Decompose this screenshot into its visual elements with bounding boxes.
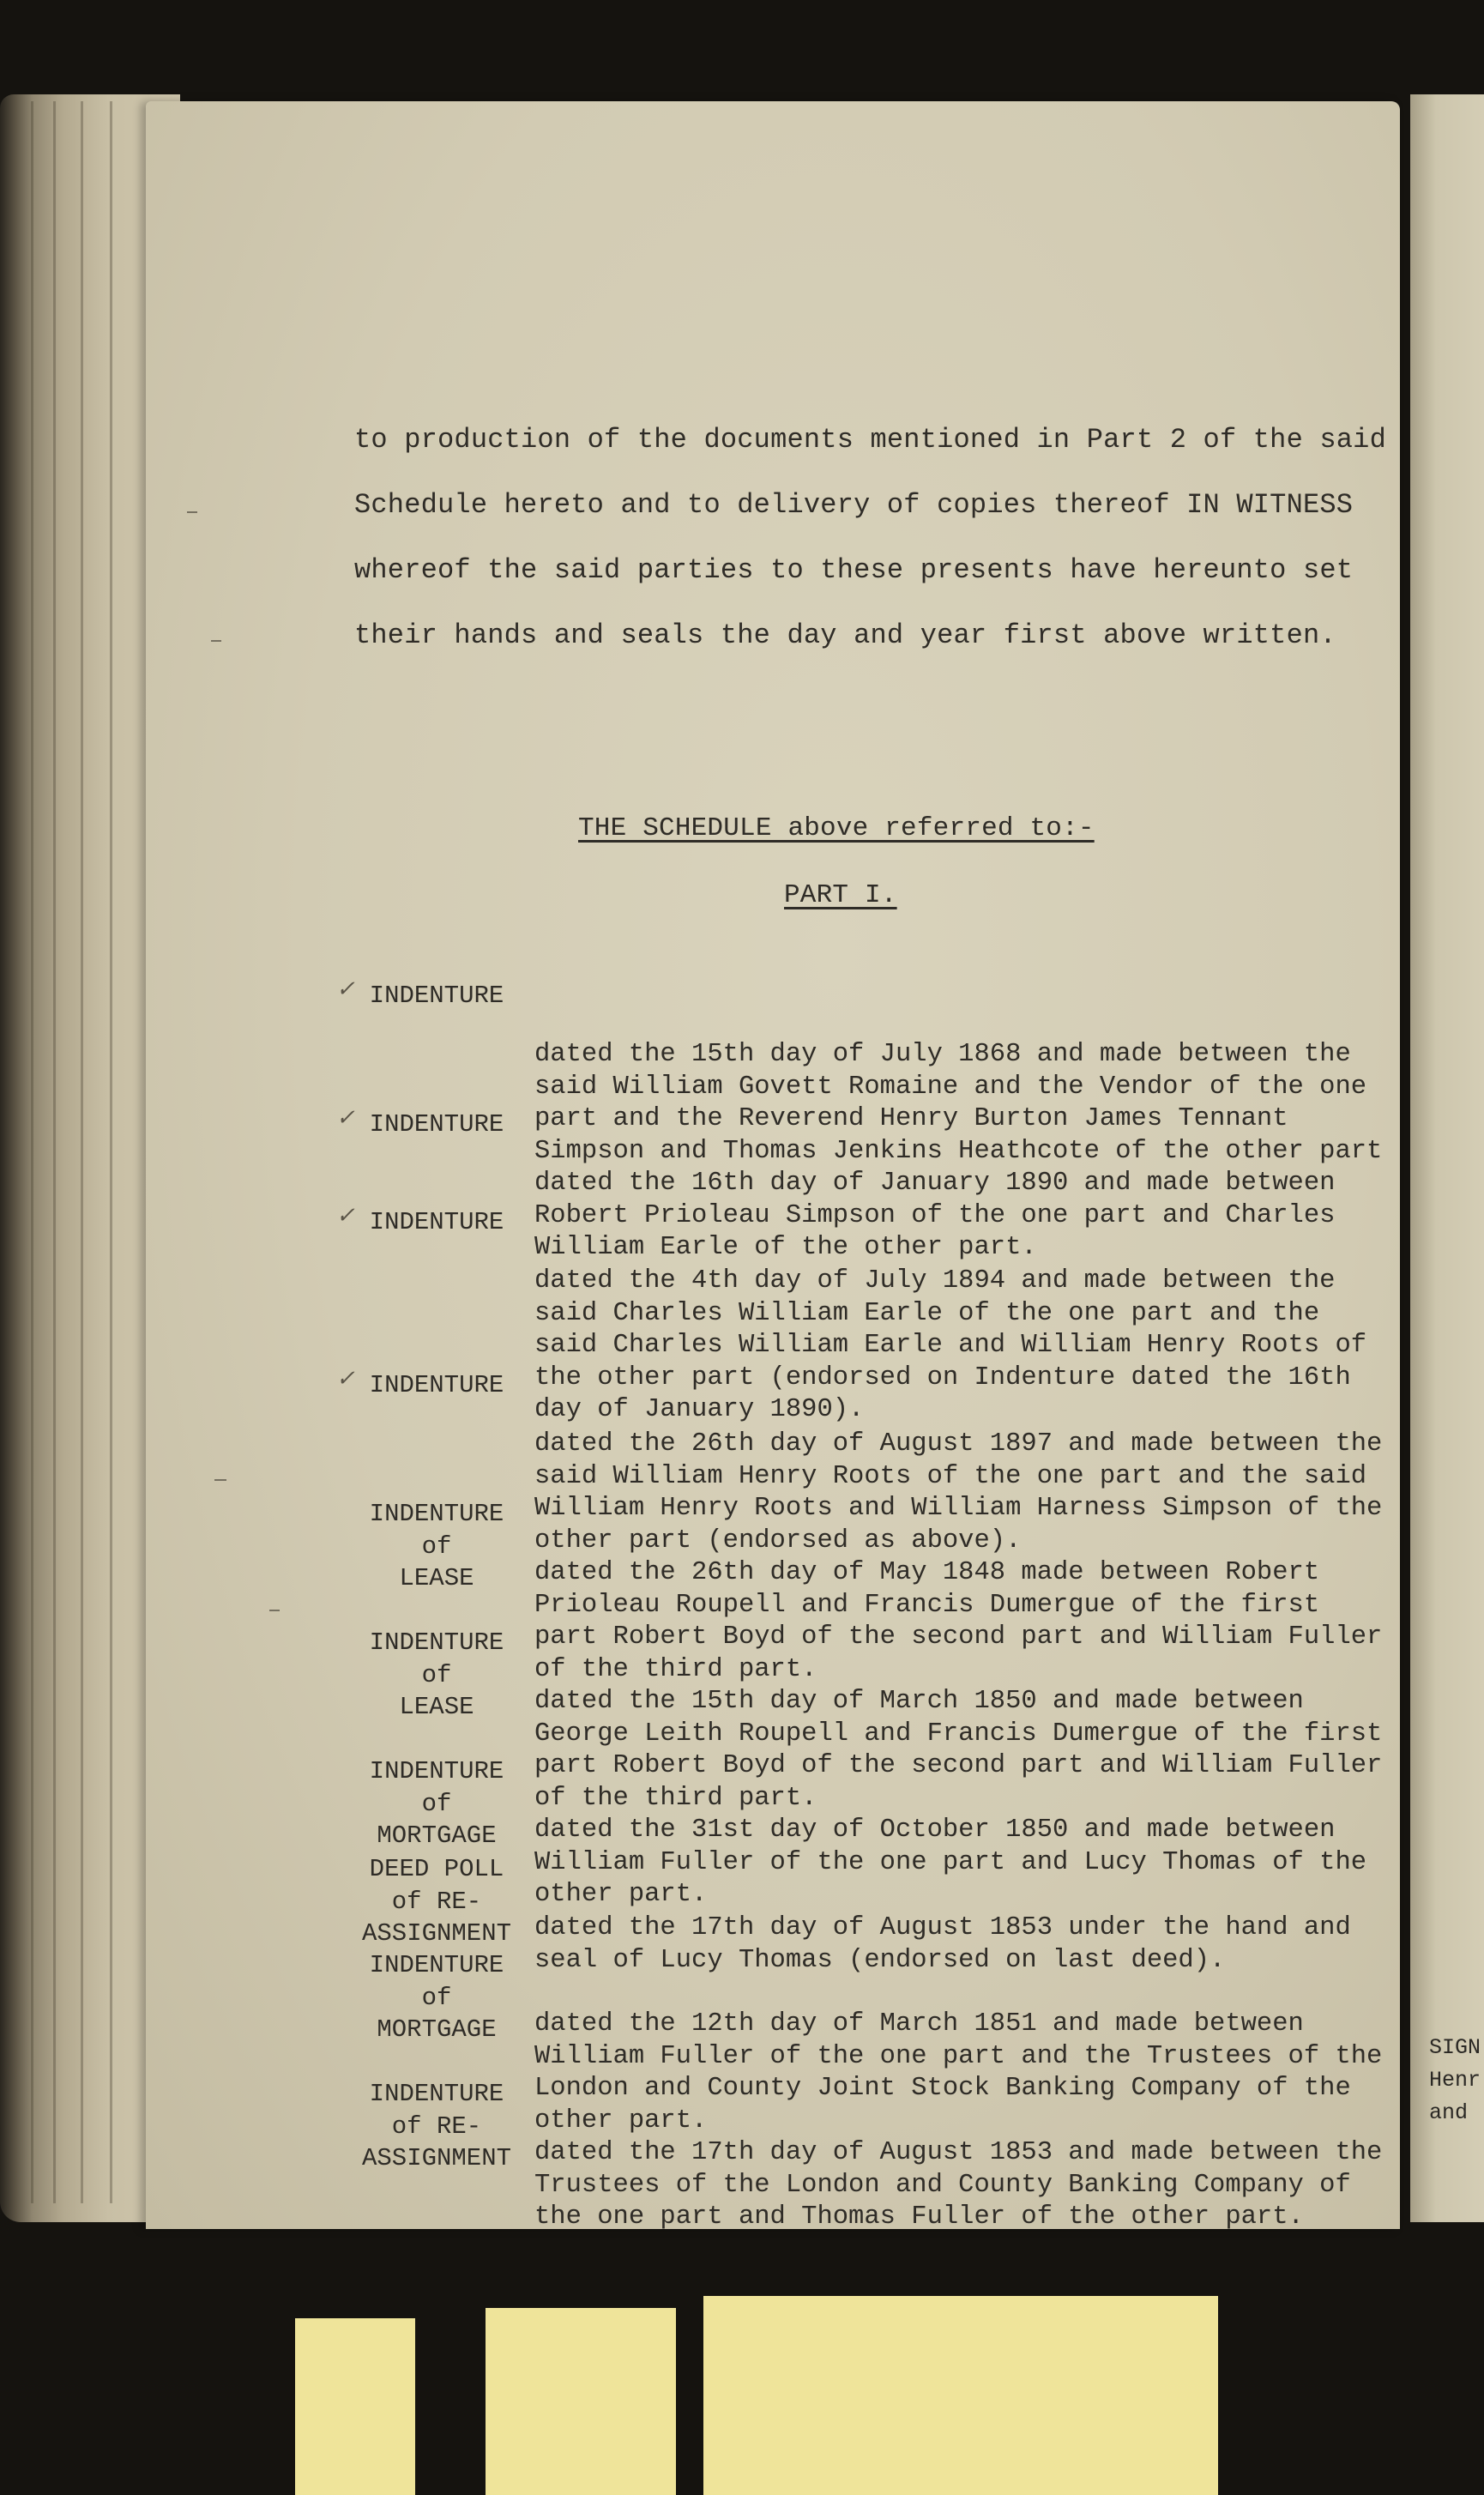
paragraph-line: their hands and seals the day and year first above written. bbox=[354, 619, 1336, 651]
sticky-note-tab bbox=[703, 2296, 1218, 2495]
facing-page-line: and bbox=[1429, 2100, 1469, 2125]
entry-label: INDENTURE of RE- ASSIGNMENT bbox=[361, 2080, 512, 2172]
entry-label: INDENTURE bbox=[369, 1371, 504, 1399]
page-edge-line bbox=[110, 101, 112, 2203]
entry-label: DEED POLL of RE- ASSIGNMENT bbox=[361, 1855, 512, 1948]
facing-page-line: Henr bbox=[1429, 2068, 1481, 2093]
entry-text: dated the 16th day of January 1890 and made between Robert Prioleau Simpson of the one part and Charles William Earle of the other part. bbox=[534, 1169, 1336, 1262]
entry-label: INDENTURE of LEASE bbox=[369, 1500, 504, 1592]
entry-text: dated the 17th day of August 1853 under the hand and seal of Lucy Thomas (endorsed on last deed). bbox=[534, 1913, 1351, 1975]
entry-text: dated the 15th day of July 1868 and made between the said William Govett Romaine and the Vendor of the one part and the Reverend Henry Burton James Tennant Simpson and Thomas Jenkins Heathcote of the other part bbox=[534, 1040, 1383, 1166]
entry-label: INDENTURE bbox=[369, 982, 504, 1010]
facing-page bbox=[1410, 94, 1484, 2222]
paragraph-line: to production of the documents mentioned in Part 2 of the said bbox=[354, 424, 1386, 456]
sticky-note-tab bbox=[486, 2308, 676, 2495]
page-edge-line bbox=[81, 101, 83, 2203]
entry-text: dated the 26th day of May 1848 made between Robert Prioleau Roupell and Francis Dumergue of the first part Robert Boyd of the second part and William Fuller of the third part. bbox=[534, 1558, 1383, 1684]
entry-tick: ✓ bbox=[336, 1204, 355, 1229]
entry-label: INDENTURE of MORTGAGE bbox=[369, 1757, 504, 1850]
margin-mark bbox=[187, 511, 197, 513]
schedule-heading: THE SCHEDULE above referred to:- bbox=[578, 813, 1095, 843]
entry-text: dated the 15th day of March 1850 and made between George Leith Roupell and Francis Dumergue of the first part Robert Boyd of the second part and William Fuller of the third part. bbox=[534, 1687, 1383, 1813]
sticky-note-tab bbox=[295, 2318, 415, 2495]
entry-label: INDENTURE bbox=[369, 1208, 504, 1236]
margin-mark bbox=[269, 1610, 280, 1611]
entry-label: INDENTURE bbox=[369, 1110, 504, 1139]
paragraph-line: Schedule hereto and to delivery of copies thereof IN WITNESS bbox=[354, 489, 1354, 521]
entry-text: dated the 26th day of August 1897 and made between the said William Henry Roots of the one part and the said William Henry Roots and William Harness Simpson of the other part (endorsed as above). bbox=[534, 1429, 1383, 1556]
page-edge-line bbox=[53, 101, 56, 2203]
paragraph-line: whereof the said parties to these presents have hereunto set bbox=[354, 554, 1354, 586]
entry-text: dated the 17th day of August 1853 and made between the Trustees of the London and County Banking Company of the one part and Thomas Fuller of the other part. bbox=[534, 2138, 1383, 2232]
margin-mark bbox=[214, 1479, 226, 1481]
page-edge-line bbox=[31, 101, 33, 2203]
part-heading: PART I. bbox=[784, 880, 897, 910]
entry-label: INDENTURE of LEASE bbox=[369, 1628, 504, 1721]
entry-tick: ✓ bbox=[336, 1367, 355, 1392]
entry-tick: ✓ bbox=[336, 977, 355, 1003]
entry-text: dated the 12th day of March 1851 and made between William Fuller of the one part and the Trustees of the London and County Joint Stock Banking Company of the other part. bbox=[534, 2009, 1383, 2136]
entry-label: INDENTURE of MORTGAGE bbox=[369, 1951, 504, 2044]
entry-tick: ✓ bbox=[336, 1106, 355, 1132]
facing-page-line: SIGN bbox=[1429, 2035, 1481, 2060]
entry-text: dated the 4th day of July 1894 and made between the said Charles William Earle of the one part and the said Charles William Earle and William Henry Roots of the other part (endorsed on Indenture dated the 16th day of January 1890). bbox=[534, 1266, 1367, 1424]
margin-mark bbox=[211, 640, 221, 642]
entry-text: dated the 31st day of October 1850 and made between William Fuller of the one part and Lucy Thomas of the other part. bbox=[534, 1815, 1367, 1909]
